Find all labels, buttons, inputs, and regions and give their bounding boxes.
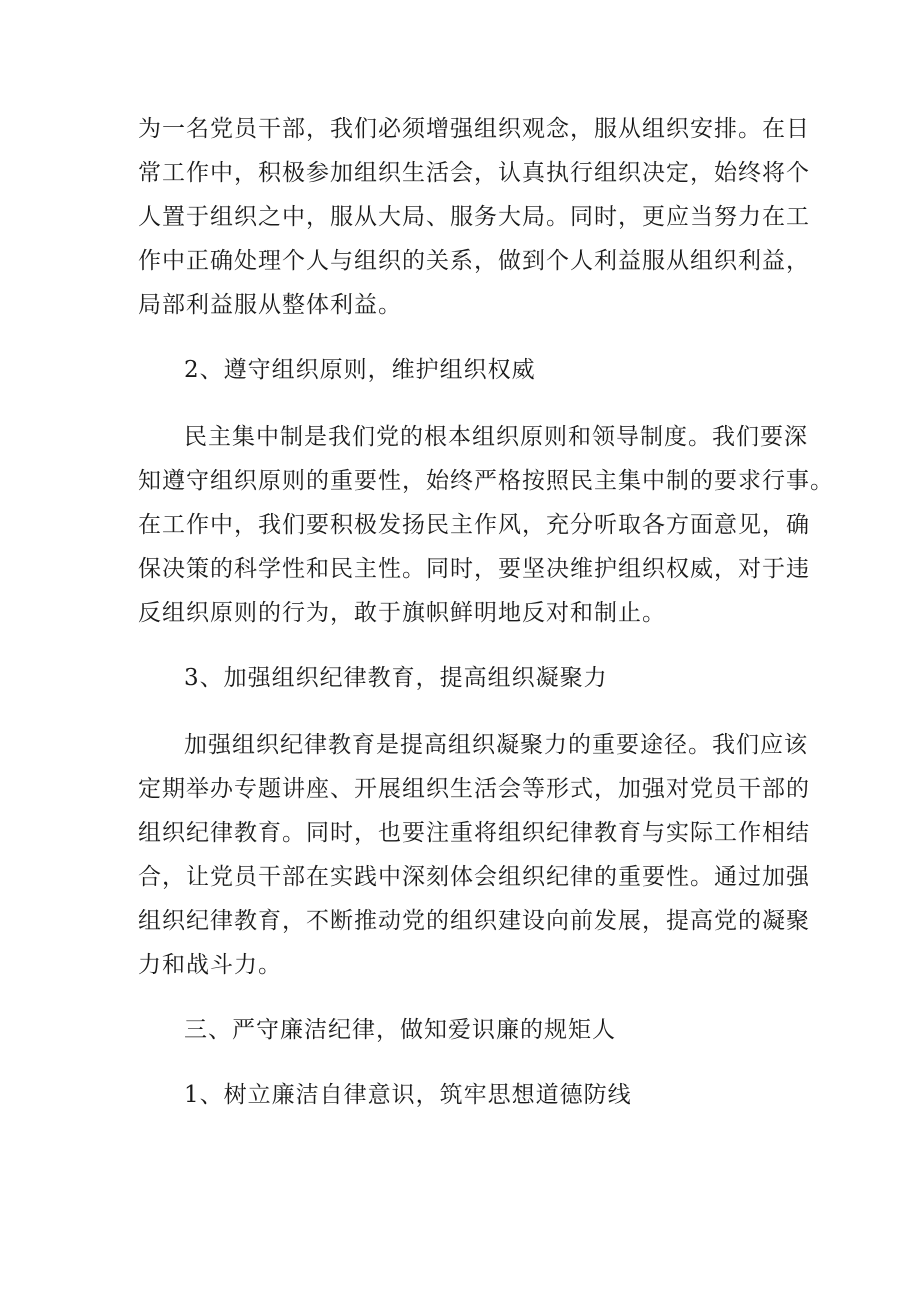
paragraph-line: 常工作中，积极参加组织生活会，认真执行组织决定，始终将个 [138, 160, 810, 186]
paragraph-line: 为一名党员干部，我们必须增强组织观念，服从组织安排。在日 [138, 116, 810, 142]
section-heading: 三、严守廉洁纪律，做知爱识廉的规矩人 [184, 1017, 616, 1043]
paragraph-line: 合，让党员干部在实践中深刻体会组织纪律的重要性。通过加强 [138, 864, 810, 890]
subheading: 1、树立廉洁自律意识，筑牢思想道德防线 [184, 1082, 632, 1108]
paragraph-line: 定期举办专题讲座、开展组织生活会等形式，加强对党员干部的 [138, 776, 810, 802]
paragraph-line: 在工作中，我们要积极发扬民主作风，充分听取各方面意见，确 [138, 512, 810, 538]
paragraph-line: 力和战斗力。 [138, 952, 282, 978]
paragraph-line: 组织纪律教育，不断推动党的组织建设向前发展，提高党的凝聚 [138, 908, 810, 934]
paragraph-line: 人置于组织之中，服从大局、服务大局。同时，更应当努力在工 [138, 204, 810, 230]
paragraph-line: 加强组织纪律教育是提高组织凝聚力的重要途径。我们应该 [184, 732, 808, 758]
paragraph-line: 知遵守组织原则的重要性，始终严格按照民主集中制的要求行事。 [138, 468, 834, 494]
paragraph-line: 局部利益服从整体利益。 [138, 292, 402, 318]
paragraph-line: 组织纪律教育。同时，也要注重将组织纪律教育与实际工作相结 [138, 820, 810, 846]
subheading: 2、遵守组织原则，维护组织权威 [184, 357, 536, 383]
subheading: 3、加强组织纪律教育，提高组织凝聚力 [184, 665, 608, 691]
paragraph-line: 民主集中制是我们党的根本组织原则和领导制度。我们要深 [184, 424, 808, 450]
paragraph-line: 反组织原则的行为，敢于旗帜鲜明地反对和制止。 [138, 600, 666, 626]
paragraph-line: 保决策的科学性和民主性。同时，要坚决维护组织权威，对于违 [138, 556, 810, 582]
paragraph-line: 作中正确处理个人与组织的关系，做到个人利益服从组织利益， [138, 248, 810, 274]
